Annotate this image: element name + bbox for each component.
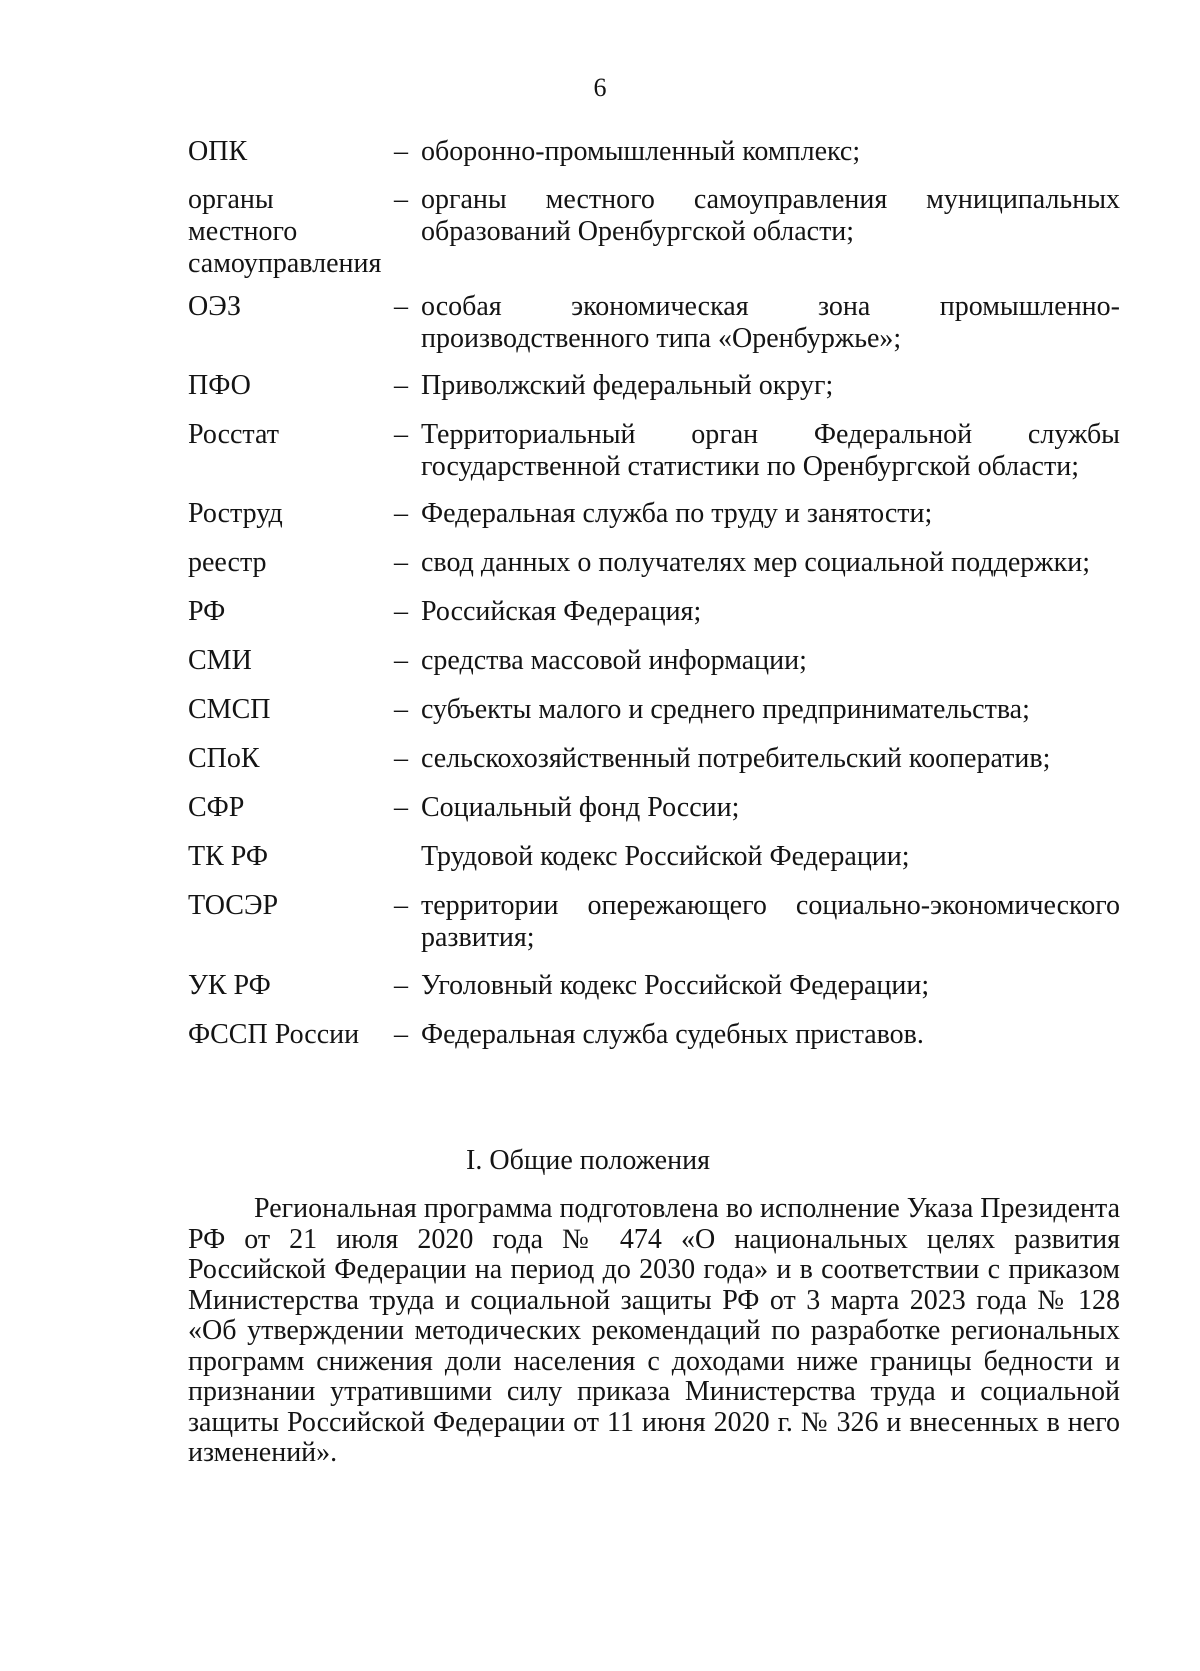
abbreviation-row <box>188 370 1120 402</box>
abbreviation-definition: Трудовой кодекс Российской Федерации; <box>421 841 910 872</box>
abbreviation-row <box>188 547 1120 579</box>
abbreviation-term: ОПК <box>188 136 248 167</box>
section-heading: I. Общие положения <box>466 1145 710 1176</box>
abbreviation-definition: средства массовой информации; <box>421 645 807 676</box>
abbreviation-term: ТОСЭР <box>188 890 279 921</box>
abbreviation-definition: Приволжский федеральный округ; <box>421 370 834 401</box>
page-number: 6 <box>593 73 607 102</box>
abbreviation-dash: – <box>394 136 408 167</box>
abbreviation-row <box>188 291 1120 355</box>
abbreviation-row <box>188 694 1120 726</box>
abbreviation-definition: субъекты малого и среднего предпринимательства; <box>421 694 1030 725</box>
abbreviation-dash: – <box>394 547 408 578</box>
abbreviation-row <box>188 596 1120 628</box>
abbreviation-row <box>188 136 1120 168</box>
abbreviation-term: реестр <box>188 547 267 578</box>
abbreviation-term: СФР <box>188 792 245 823</box>
abbreviation-term: органы местного самоуправления <box>188 184 382 279</box>
abbreviation-definition: сельскохозяйственный потребительский кооператив; <box>421 743 1051 774</box>
abbreviation-row <box>188 184 1120 279</box>
abbreviation-dash: – <box>394 743 408 774</box>
body-paragraph: Региональная программа подготовлена во исполнение Указа Президента РФ от 21 июля 2020 года № 474 «О национальных целях развития Российской Федерации на период до 2030 года» и в соответствии с приказом Министерства труда и социальной защиты РФ от 3 марта 2023 года № 128 «Об утверждении методических рекомендаций по разработке региональных программ снижения доли населения с доходами ниже границы бедности и признании утратившими силу приказа Министерства труда и социальной защиты Российской Федерации от 11 июня 2020 г. № 326 и внесенных в него изменений». <box>188 1193 1120 1468</box>
abbreviation-dash: – <box>394 792 408 823</box>
abbreviation-definition: свод данных о получателях мер социальной поддержки; <box>421 547 1090 578</box>
abbreviation-row <box>188 419 1120 483</box>
abbreviation-term: СМИ <box>188 645 252 676</box>
abbreviation-term: ТК РФ <box>188 841 268 872</box>
abbreviation-row <box>188 743 1120 775</box>
abbreviation-row <box>188 792 1120 824</box>
abbreviation-row <box>188 970 1120 1002</box>
abbreviation-term: ПФО <box>188 370 251 401</box>
abbreviation-term: СМСП <box>188 694 271 725</box>
abbreviation-dash: – <box>394 596 408 627</box>
abbreviation-row <box>188 1019 1120 1051</box>
abbreviation-dash: – <box>394 419 408 450</box>
abbreviation-definition: Территориальный орган Федеральной службы государственной статистики по Оренбургской области; <box>421 419 1120 482</box>
abbreviation-definition: Российская Федерация; <box>421 596 702 627</box>
abbreviation-term: Роструд <box>188 498 283 529</box>
abbreviation-term: РФ <box>188 596 226 627</box>
abbreviation-dash: – <box>394 184 408 215</box>
abbreviation-row <box>188 498 1120 530</box>
abbreviation-definition: Федеральная служба по труду и занятости; <box>421 498 933 529</box>
abbreviation-definition: Уголовный кодекс Российской Федерации; <box>421 970 930 1001</box>
abbreviation-dash: – <box>394 370 408 401</box>
abbreviation-term: ФССП России <box>188 1019 360 1050</box>
abbreviation-dash: – <box>394 890 408 921</box>
abbreviation-dash: – <box>394 498 408 529</box>
abbreviation-dash: – <box>394 645 408 676</box>
abbreviation-term: Росстат <box>188 419 279 450</box>
abbreviation-definition: органы местного самоуправления муниципальных образований Оренбургской области; <box>421 184 1120 247</box>
abbreviation-definition: Социальный фонд России; <box>421 792 740 823</box>
abbreviation-dash: – <box>394 970 408 1001</box>
abbreviation-term: УК РФ <box>188 970 271 1001</box>
abbreviation-row <box>188 645 1120 677</box>
abbreviation-dash: – <box>394 694 408 725</box>
abbreviation-definition: территории опережающего социально-экономического развития; <box>421 890 1120 953</box>
abbreviation-row <box>188 841 1120 873</box>
abbreviation-definition: оборонно-промышленный комплекс; <box>421 136 861 167</box>
abbreviation-dash: – <box>394 1019 408 1050</box>
abbreviation-term: СПоК <box>188 743 260 774</box>
abbreviation-definition: Федеральная служба судебных приставов. <box>421 1019 924 1050</box>
abbreviation-term: ОЭЗ <box>188 291 242 322</box>
abbreviation-dash: – <box>394 291 408 322</box>
abbreviation-definition: особая экономическая зона промышленно-производственного типа «Оренбуржье»; <box>421 291 1120 354</box>
abbreviation-row <box>188 890 1120 954</box>
